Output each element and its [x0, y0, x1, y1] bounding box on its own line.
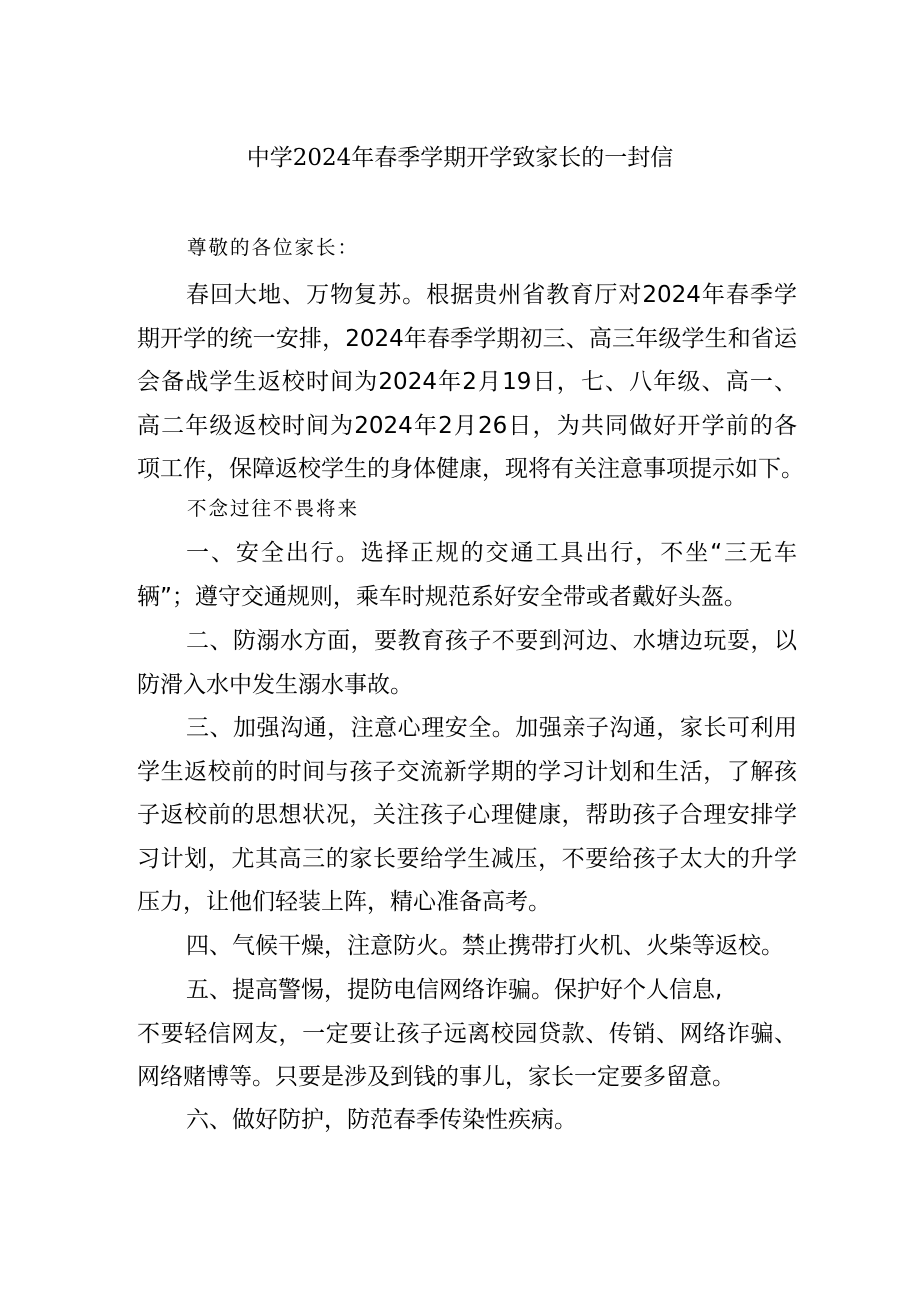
- item-6-paragraph: [137, 1099, 797, 1143]
- item-line: 防滑入水中发生溺水事故。: [137, 671, 413, 698]
- item-line: 一、安全出行。选择正规的交通工具出行，不坐“三无车: [186, 540, 797, 566]
- item-line: 六、做好防护，防范春季传染性疾病。: [186, 1107, 577, 1133]
- motto-line: 不念过往不畏将来: [187, 497, 360, 520]
- item-line: 不要轻信网友，一定要让孩子远离校园贷款、传销、网络诈骗、: [137, 1020, 797, 1047]
- item-4-paragraph: [137, 925, 797, 969]
- item-2-paragraph: [137, 620, 797, 707]
- item-line: 辆”；遵守交通规则，乘车时规范系好安全带或者戴好头盔。: [137, 583, 747, 610]
- item-line: 四、气候干燥，注意防火。禁止携带打火机、火柴等返校。: [186, 933, 784, 959]
- intro-paragraph: [137, 274, 804, 492]
- intro-line: 项工作，保障返校学生的身体健康，现将有关注意事项提示如下。: [137, 456, 804, 483]
- item-line: 压力，让他们轻装上阵，精心准备高考。: [137, 889, 551, 916]
- item-line: 学生返校前的时间与孩子交流新学期的学习计划和生活，了解孩: [137, 758, 797, 785]
- item-line: 子返校前的思想状况，关注孩子心理健康，帮助孩子合理安排学: [137, 802, 797, 829]
- intro-line: 高二年级返校时间为2024年2月26日，为共同做好开学前的各: [137, 412, 797, 439]
- page-title: 中学2024年春季学期开学致家长的一封信: [246, 145, 674, 171]
- intro-line: 期开学的统一安排，2024年春季学期初三、高三年级学生和省运: [137, 325, 797, 352]
- item-3-paragraph: [137, 707, 797, 925]
- intro-line: 会备战学生返校时间为2024年2月19日，七、八年级、高一、: [137, 369, 797, 396]
- salutation: 尊敬的各位家长：: [187, 236, 360, 259]
- item-1-paragraph: [137, 532, 797, 619]
- item-5-paragraph: [137, 969, 797, 1100]
- item-line: 五、提高警惕，提防电信网络诈骗。保护好个人信息,: [186, 977, 723, 1003]
- item-line: 二、防溺水方面，要教育孩子不要到河边、水塘边玩耍，以: [186, 628, 797, 654]
- item-line: 三、加强沟通，注意心理安全。加强亲子沟通，家长可利用: [186, 715, 797, 741]
- intro-line: 春回大地、万物复苏。根据贵州省教育厅对2024年春季学: [186, 282, 797, 308]
- item-line: 习计划，尤其高三的家长要给学生减压，不要给孩子太大的升学: [137, 845, 797, 872]
- item-line: 网络赌博等。只要是涉及到钱的事儿，家长一定要多留意。: [137, 1064, 735, 1091]
